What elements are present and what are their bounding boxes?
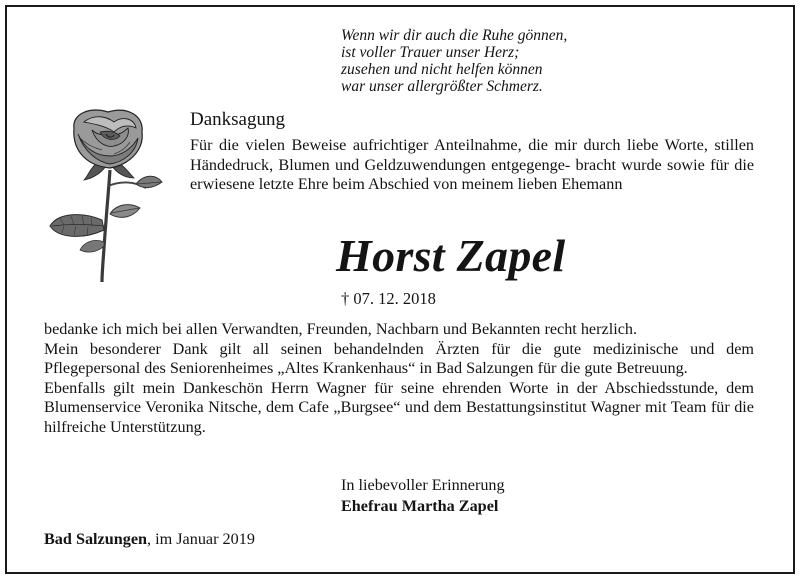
poem — [341, 27, 567, 95]
thanks-heading: Danksagung — [190, 109, 285, 130]
body-paragraph: Ebenfalls gilt mein Dankeschön Herrn Wagner für seine ehrenden Worte in der Abschiedsstunde, dem Blumenservice Veronika Nitsche, dem Cafe „Burgsee“ und dem Bestattungsinstitut Wagner mit Team für die hilfreiche Unterstützung. — [44, 378, 754, 436]
poem-line: Wenn wir dir auch die Ruhe gönnen, — [341, 27, 568, 44]
death-date: † 07. 12. 2018 — [341, 289, 436, 308]
deceased-name: Horst Zapel — [336, 230, 566, 281]
body-paragraph: bedanke ich mich bei allen Verwandten, Freunden, Nachbarn und Bekannten recht herzlich. — [44, 320, 638, 338]
place-date-text: , im Januar 2019 — [147, 530, 255, 548]
closing — [341, 475, 505, 517]
poem-line: zusehen und nicht helfen können — [341, 61, 543, 78]
thanks-body — [44, 320, 754, 438]
place-town: Bad Salzungen — [44, 530, 148, 548]
poem-line: ist voller Trauer unser Herz; — [341, 44, 520, 61]
poem-line: war unser allergrößter Schmerz. — [341, 78, 543, 95]
closing-line: In liebevoller Erinnerung — [341, 476, 505, 494]
rose-icon — [44, 108, 170, 284]
intro-text: Für die vielen Beweise aufrichtiger Anteilnahme, die mir durch liebe Worte, stillen Händedruck, Blumen und Geldzuwendungen entgegenge- bracht wurde sowie für die erwiesene letzte Ehre beim Abschied von meinem lieben Ehemann — [190, 136, 754, 194]
body-paragraph: Mein besonderer Dank gilt all seinen behandelnden Ärzten für die gute medizinische und dem Pflegepersonal des Seniorenheimes „Altes Krankenhaus“ in Bad Salzungen für die gute Betreuung. — [44, 339, 754, 378]
signature: Ehefrau Martha Zapel — [341, 497, 499, 515]
place-date — [44, 529, 255, 549]
